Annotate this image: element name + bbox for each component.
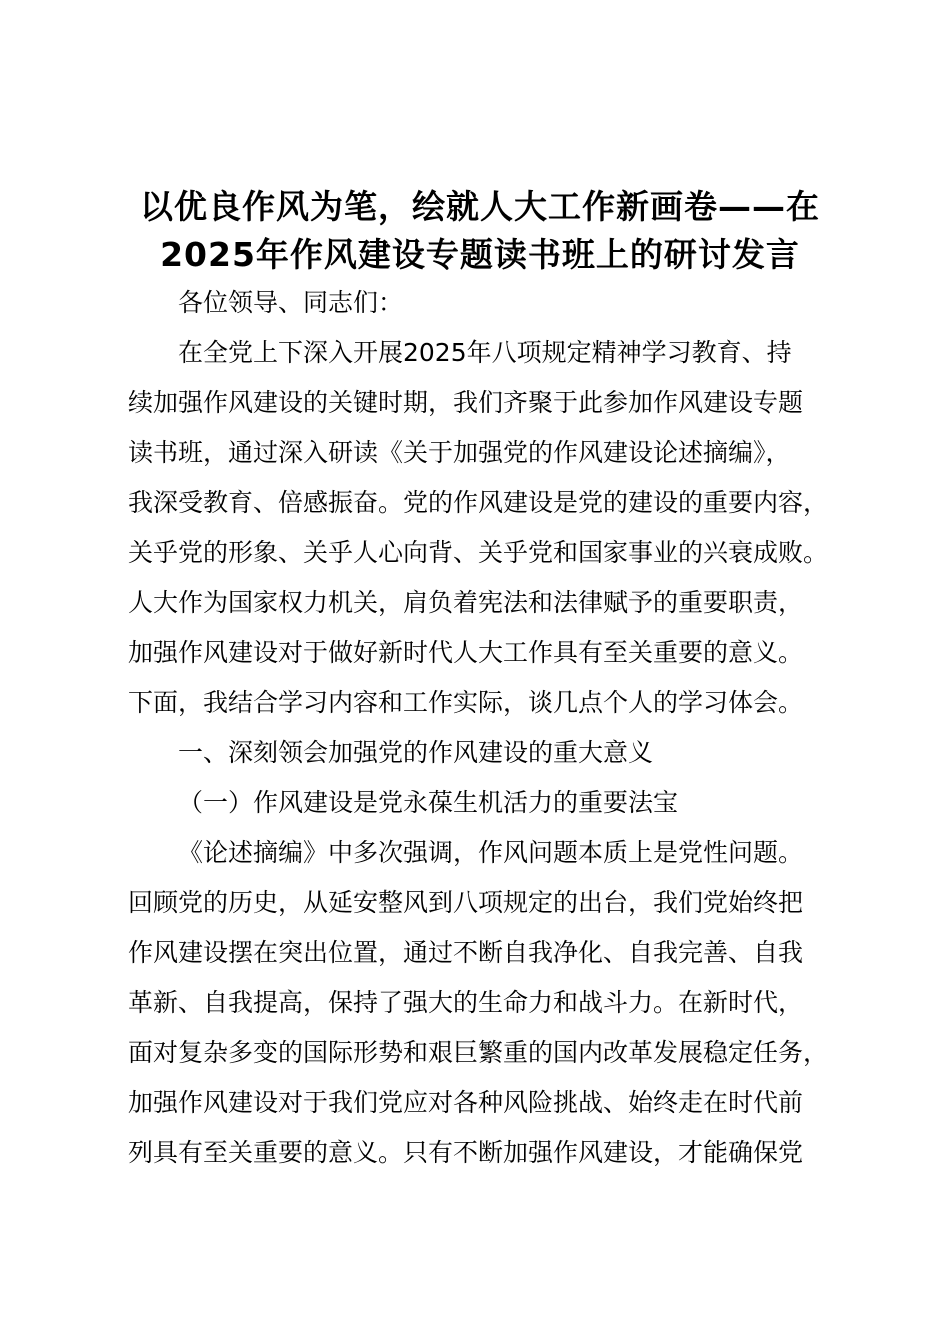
- salutation: 各位领导、同志们：: [178, 288, 404, 317]
- paragraph-line: 加强作风建设对于我们党应对各种风险挑战、始终走在时代前: [128, 1088, 804, 1117]
- paragraph-line: 列具有至关重要的意义。只有不断加强作风建设，才能确保党: [128, 1138, 804, 1167]
- paragraph-line: 加强作风建设对于做好新时代人大工作具有至关重要的意义。: [128, 638, 804, 667]
- paragraph-line: 我深受教育、倍感振奋。党的作风建设是党的建设的重要内容，: [128, 488, 829, 517]
- section-heading: 一、深刻领会加强党的作风建设的重大意义: [178, 738, 654, 767]
- paragraph-line: 关乎党的形象、关乎人心向背、关乎党和国家事业的兴衰成败。: [128, 538, 829, 567]
- paragraph-line: 读书班，通过深入研读《关于加强党的作风建设论述摘编》，: [128, 438, 791, 467]
- subsection-heading: （一）作风建设是党永葆生机活力的重要法宝: [178, 788, 679, 817]
- document-title-line-1: 以优良作风为笔，绘就人大工作新画卷——在: [140, 187, 820, 226]
- paragraph-line: 作风建设摆在突出位置，通过不断自我净化、自我完善、自我: [128, 938, 804, 967]
- paragraph-line: 续加强作风建设的关键时期，我们齐聚于此参加作风建设专题: [128, 388, 804, 417]
- paragraph-line: 《论述摘编》中多次强调，作风问题本质上是党性问题。: [178, 838, 804, 867]
- document-title-line-2: 2025年作风建设专题读书班上的研讨发言: [160, 235, 800, 274]
- paragraph-line: 下面，我结合学习内容和工作实际，谈几点个人的学习体会。: [128, 688, 804, 717]
- paragraph-line: 面对复杂多变的国际形势和艰巨繁重的国内改革发展稳定任务，: [128, 1038, 829, 1067]
- paragraph-line: 在全党上下深入开展2025年八项规定精神学习教育、持: [178, 338, 792, 367]
- paragraph-line: 人大作为国家权力机关，肩负着宪法和法律赋予的重要职责，: [128, 588, 804, 617]
- paragraph-line: 革新、自我提高，保持了强大的生命力和战斗力。在新时代，: [128, 988, 804, 1017]
- paragraph-line: 回顾党的历史，从延安整风到八项规定的出台，我们党始终把: [128, 888, 804, 917]
